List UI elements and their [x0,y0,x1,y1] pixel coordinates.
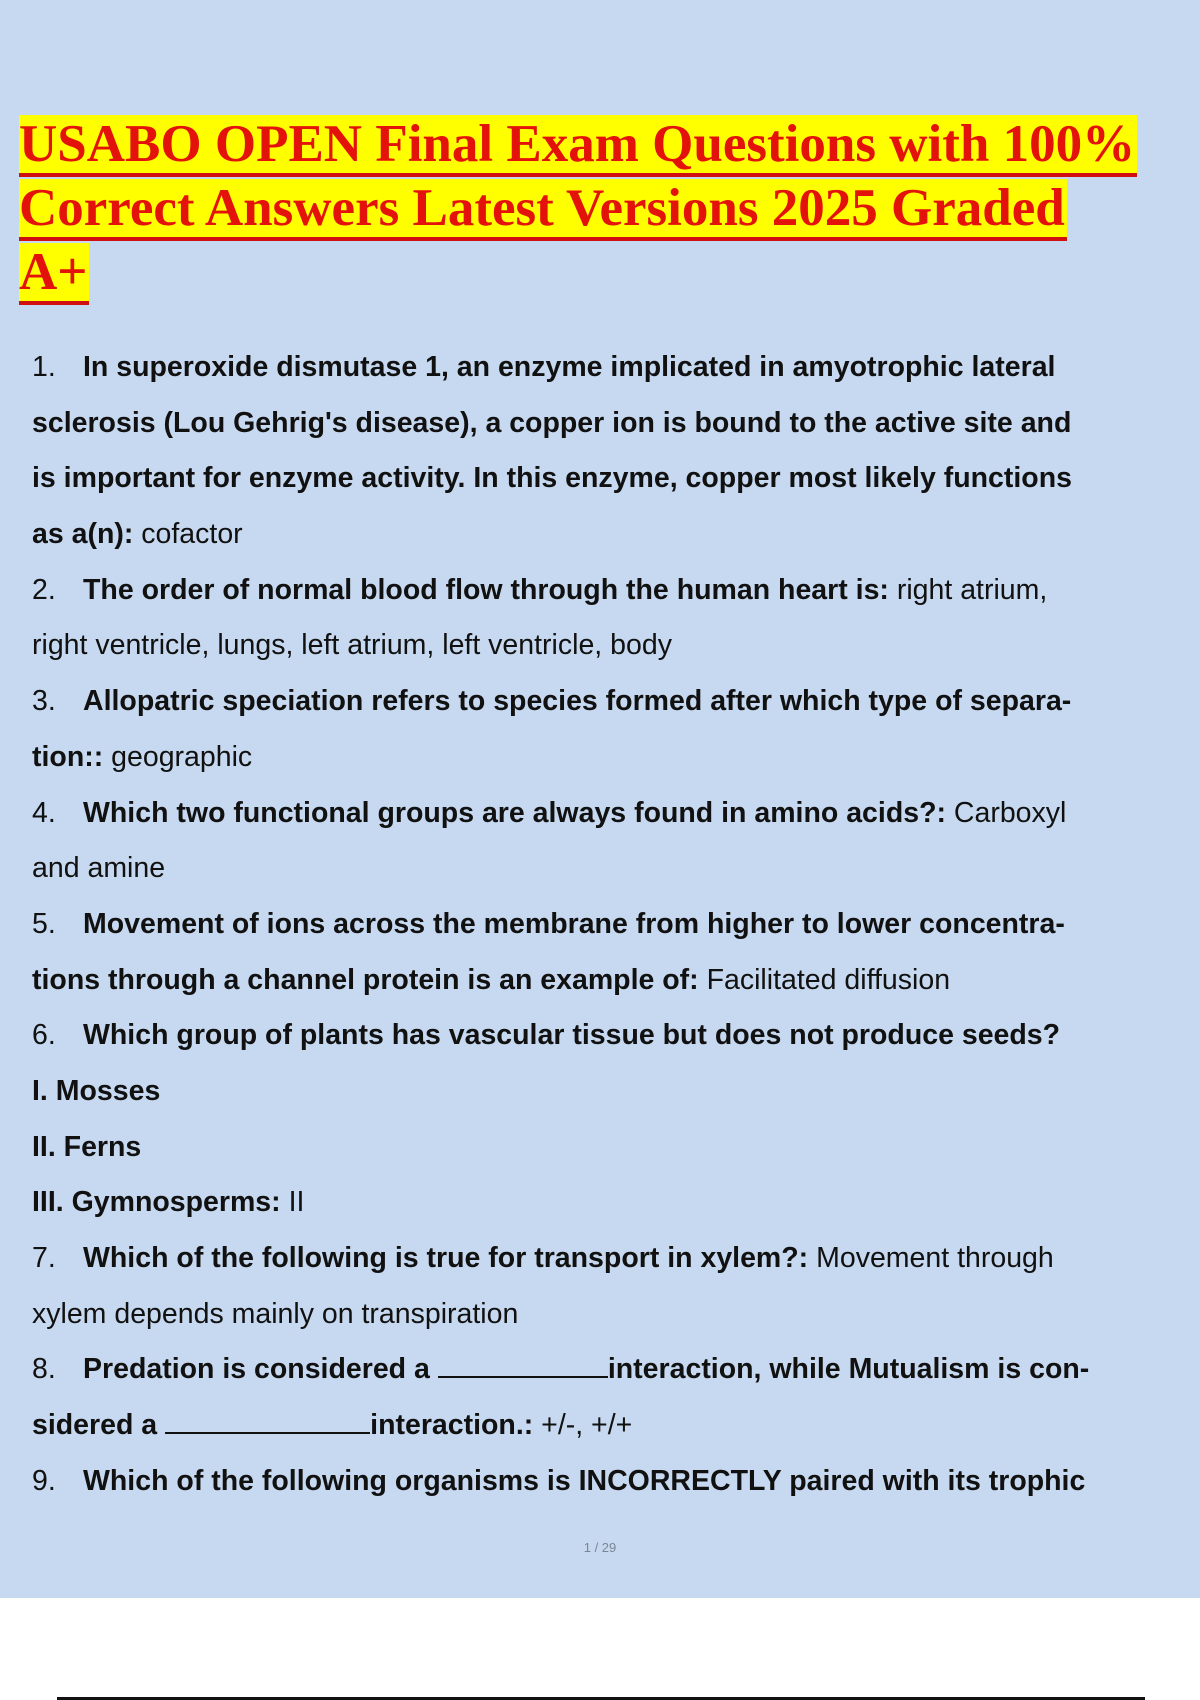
title-line-text: Correct Answers Latest Versions 2025 Graded [19,179,1067,241]
question-number: 9. [32,1464,56,1497]
answer-text: geographic [111,740,253,773]
question-number: 7. [32,1242,56,1274]
text-line [32,1342,1200,1398]
question-text: Which of the following organisms is INCORRECTLY paired with its trophic [83,1464,1086,1497]
question-text: interaction, while Mutualism is con- [607,1353,1090,1386]
question-text: The order of normal blood flow through the human heart is: [83,573,897,606]
text-line [32,674,1200,730]
text-line [32,953,1200,1009]
question-number: 4. [32,796,56,829]
question-text: I. Mosses [32,1074,161,1107]
text-line [32,1008,1200,1064]
answer-text: Movement through [816,1242,1054,1274]
answer-text: right ventricle, lungs, left atrium, left ventricle, body [32,629,672,662]
question-text: tion:: [32,740,112,773]
question-text: III. Gymnosperms: [32,1186,289,1219]
answer-text: Carboxyl [953,796,1067,829]
question-number: 1. [32,351,56,383]
text-line [32,1454,1200,1510]
answer-text: xylem depends mainly on transpiration [32,1297,519,1330]
text-line [32,507,1200,563]
text-line [32,1398,1200,1454]
question-text: is important for enzyme activity. In this enzyme, copper most likely functions [32,462,1072,495]
document-title [19,112,1137,304]
answer-text: +/-, +/+ [541,1409,633,1442]
text-line [32,451,1200,507]
title-line-text: USABO OPEN Final Exam Questions with 100% [19,115,1137,177]
question-text: sidered a [32,1409,158,1442]
question-number: 8. [32,1353,56,1386]
question-number: 3. [32,685,56,718]
answer-text: II [288,1186,305,1219]
question-text: Which of the following is true for transport in xylem?: [83,1242,817,1274]
text-line [32,786,1200,842]
answer-text: right atrium, [896,573,1048,606]
title-line [19,176,1137,240]
question-number: 6. [32,1019,56,1052]
question-text: Which two functional groups are always found in amino acids?: [83,796,954,829]
page-indicator: 1 / 29 [583,1540,617,1555]
text-line [32,340,1200,396]
question-text: tions through a channel protein is an example of: [32,963,707,996]
title-line [19,240,1137,304]
question-text: as a(n): [32,518,142,551]
text-line [32,1287,1200,1343]
text-line [32,1120,1200,1176]
question-text: Allopatric speciation refers to species formed after which type of separa- [83,685,1072,718]
text-line [32,563,1200,619]
question-text: Movement of ions across the membrane from higher to lower concentra- [83,907,1065,940]
answer-text: Facilitated diffusion [706,963,951,996]
question-text: interaction.: [370,1409,542,1442]
text-line [32,841,1200,897]
question-text: Predation is considered a [83,1353,430,1386]
answer-blank [165,1410,370,1434]
text-line [32,1175,1200,1231]
text-line [32,396,1200,452]
text-line [32,618,1200,674]
question-text: Which group of plants has vascular tissue but does not produce seeds? [83,1019,1061,1052]
question-text: In superoxide dismutase 1, an enzyme implicated in amyotrophic lateral [83,351,1056,383]
question-text: II. Ferns [32,1130,142,1163]
questions-list [32,340,1200,1509]
question-number: 2. [32,573,56,606]
title-line [19,112,1137,176]
title-line-text: A+ [19,243,89,305]
question-text: sclerosis (Lou Gehrig's disease), a copper ion is bound to the active site and [32,406,1072,439]
text-line [32,897,1200,953]
answer-blank [438,1354,608,1378]
answer-text: and amine [32,852,166,885]
text-line [32,1231,1200,1287]
question-number: 5. [32,907,56,940]
text-line [32,730,1200,786]
answer-text: cofactor [141,518,243,551]
text-line [32,1064,1200,1120]
